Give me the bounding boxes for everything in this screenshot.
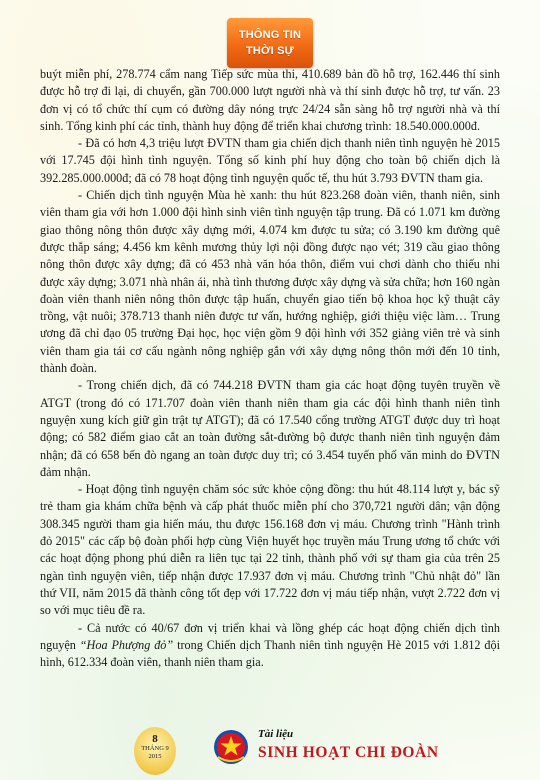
youth-union-emblem-icon — [212, 727, 250, 767]
paragraph-1: buýt miễn phí, 278.774 cẩm nang Tiếp sức mùa thi, 410.689 bản đồ hỗ trợ, 162.446 thí sinh được hỗ trợ đi lại, di chuyển, gần 700.000 lượt người nhà và thí sinh được hỗ trợ, tư vấn. 23 đơn vị có tổ chức thí cụm có đường dây nóng trực 24/24 sẵn sàng hỗ trợ người nhà và thí sinh. Tổng kinh phí các tỉnh, thành huy động để triển khai chương trình: 18.540.000.000đ. — [40, 67, 500, 133]
issue-month: THÁNG 9 — [141, 745, 169, 752]
paragraph-6-start: - Cả nước có 40/67 đơn vị triển khai và lồng ghép các hoạt động chiến dịch tình nguyện — [40, 620, 500, 652]
paragraph-2: - Đã có hơn 4,3 triệu lượt ĐVTN tham gia chiến dịch thanh niên tình nguyện hè 2015 với 17.745 đội hình tình nguyện. Tổng số kinh phí huy động cho toàn bộ chiến dịch là 392.285.000.000đ; đã có 78 hoạt động tình nguyện quốc tế, thu hút 3.793 ĐVTN tham gia. — [40, 136, 500, 185]
paragraph-5: - Hoạt động tình nguyện chăm sóc sức khỏe cộng đồng: thu hút 48.114 lượt y, bác sỹ trẻ tham gia khám chữa bệnh và cấp phát thuốc miễn phí cho 370,721 người dân; vận động 308.345 người tham gia hiến máu, thu được 156.168 đơn vị máu. Chương trình "Hành trình đỏ 2015" các cấp bộ đoàn phối hợp cùng Viện huyết học truyền máu Trung ương tổ chức với các hoạt động phong phú diễn ra liên tục tại 22 tỉnh, thành phố với sự tham gia của trên 25 ngàn tình nguyện viên, tiếp nhận được 17.937 đơn vị máu. Chương trình "Chủ nhật đỏ" lần thứ VII, năm 2015 đã thành công tốt đẹp với 17.722 đơn vị máu tiếp nhận, vượt 2.722 đơn vị so với mục tiêu đề ra. — [40, 482, 500, 618]
section-badge — [227, 18, 313, 68]
badge-line-2: THỜI SỰ — [245, 45, 295, 57]
article-body — [40, 66, 500, 671]
paragraph-6-end: trong Chiến dịch Thanh niên tình nguyện Hè 2015 với 1.812 đội hình, 612.334 đoàn viên, thanh niên tham gia. — [40, 637, 500, 670]
paragraph-6 — [40, 620, 500, 672]
footer-brand: SINH HOẠT CHI ĐOÀN — [258, 744, 439, 761]
page-number: 8 — [152, 733, 158, 745]
paragraph-3: - Chiến dịch tình nguyện Mùa hè xanh: thu hút 823.268 đoàn viên, thanh niên, sinh viên tham gia với hơn 1.000 đội hình sinh viên tình nguyện tập trung. Đã có 1.071 km đường giao thông nông thôn được xây dựng mới, 4.074 km được tu sửa; có 3.190 km đường quê được thắp sáng; 4.456 km kênh mương thủy lợi nội đồng được nạo vét; 319 cầu giao thông nông thôn được xây dựng; đã có 453 nhà văn hóa thôn, điểm vui chơi dành cho thiếu nhi được xây dựng; 3.071 nhà nhân ái, nhà tình thương được xây dựng và sửa chữa; hơn 160 ngàn đoàn viên thanh niên nông thôn được tập huấn, chuyển giao tiến bộ khoa học kỹ thuật cây trồng, vật nuôi; 378.713 thanh niên được tư vấn, hướng nghiệp, giới thiệu việc làm… Trung ương đã chỉ đạo 05 trường Đại học, học viện gồm 9 đội hình với 352 giảng viên trẻ và sinh viên tham gia tái cơ cấu ngành nông nghiệp gắn với xây dựng nông thôn mới đến 10 tỉnh, thành đoàn. — [40, 188, 500, 376]
page-number-badge — [134, 727, 176, 775]
badge-line-1: THÔNG TIN — [238, 29, 302, 41]
issue-year: 2015 — [148, 753, 162, 760]
campaign-name: “Hoa Phượng đỏ” — [79, 637, 174, 652]
footer-subtitle: Tài liệu — [258, 728, 294, 740]
paragraph-4: - Trong chiến dịch, đã có 744.218 ĐVTN tham gia các hoạt động tuyên truyền về ATGT (trong đó có 171.707 đoàn viên thanh niên tham gia các đội hình thanh niên tình nguyện xung kích giữ gìn trật tự ATGT); đã có 17.540 cổng trường ATGT được duy trì hoạt động; có 582 điểm giao cắt an toàn đường sắt-đường bộ được thanh niên tình nguyện đảm nhận; đã có 658 bến đò ngang an toàn được duy trì; có 3.454 tuyến phố văn minh do ĐVTN đảm nhận. — [40, 378, 500, 479]
